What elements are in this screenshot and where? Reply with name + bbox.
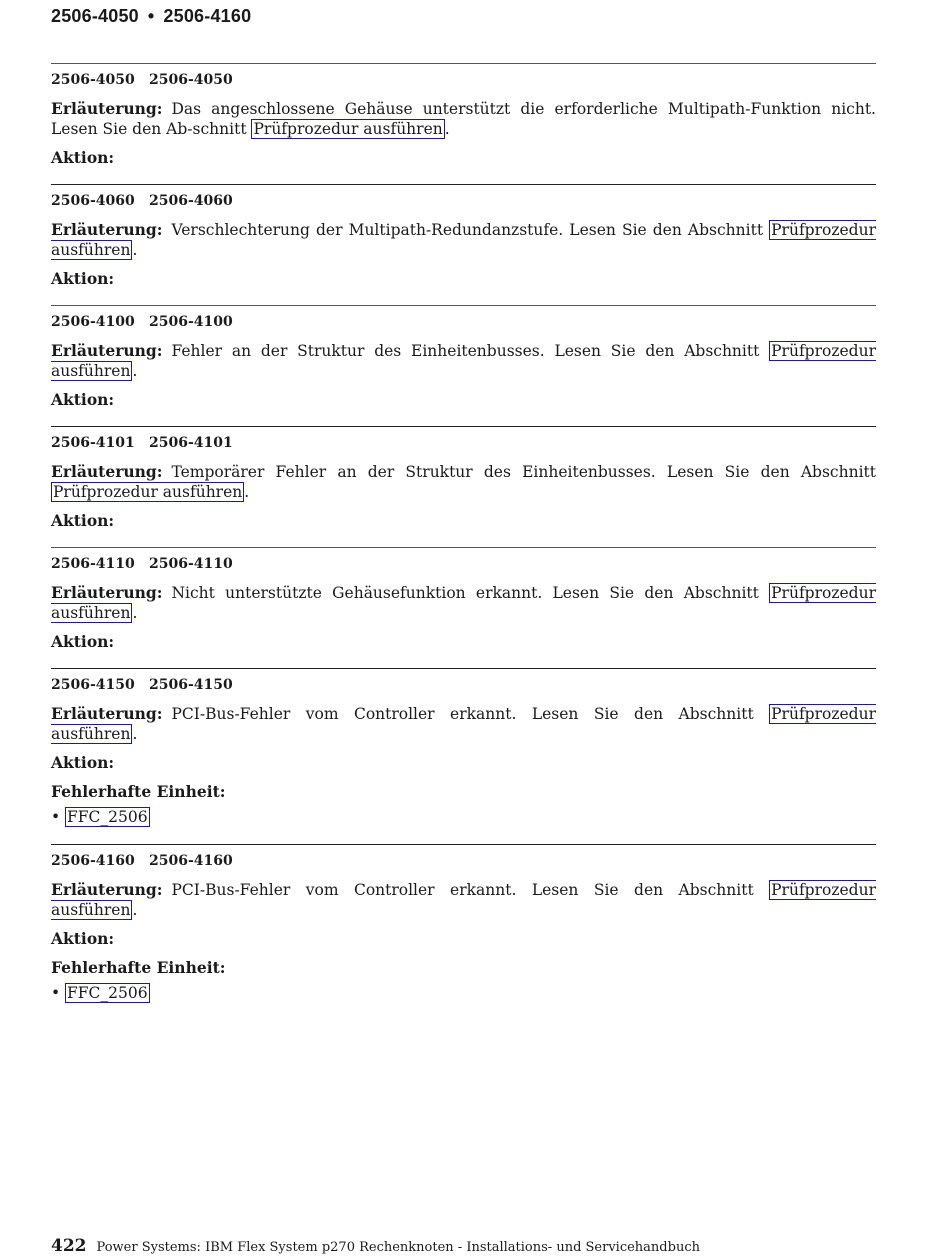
pruefprozedur-link[interactable]: Prüfprozedur ausführen xyxy=(51,342,876,380)
explanation-text: PCI-Bus-Fehler vom Controller erkannt. Lesen Sie den Abschnitt xyxy=(171,881,770,899)
action-label: Aktion: xyxy=(51,269,115,288)
action-label: Aktion: xyxy=(51,390,115,409)
explanation-tail: . xyxy=(132,725,138,743)
entry-code: 2506-4100 xyxy=(51,314,135,330)
explanation-text: Fehler an der Struktur des Einheitenbusses. Lesen Sie den Abschnitt xyxy=(171,342,770,360)
explanation-text: Das angeschlossene Gehäuse unterstützt die erforderliche Multipath-Funktion nicht. Lesen Sie den Ab-schnitt xyxy=(51,100,876,138)
pruefprozedur-link[interactable]: Prüfprozedur ausführen xyxy=(51,881,876,919)
entry-code-secondary: 2506-4060 xyxy=(149,193,233,209)
entry-explanation xyxy=(51,462,876,502)
explanation-tail: . xyxy=(132,901,138,919)
entry-2506-4050 xyxy=(51,63,876,168)
entry-code-secondary: 2506-4050 xyxy=(149,72,233,88)
entry-2506-4060 xyxy=(51,184,876,289)
explanation-label: Erläuterung: xyxy=(51,341,163,360)
pruefprozedur-link[interactable]: Prüfprozedur ausführen xyxy=(53,483,243,501)
entry-code-secondary: 2506-4150 xyxy=(149,677,233,693)
action-label: Aktion: xyxy=(51,929,115,948)
pruefprozedur-link[interactable]: Prüfprozedur ausführen xyxy=(51,705,876,743)
action-label: Aktion: xyxy=(51,511,115,530)
faulty-unit-item xyxy=(51,982,876,1004)
explanation-text: Temporärer Fehler an der Struktur des Einheitenbusses. Lesen Sie den Abschnitt xyxy=(171,463,876,481)
entry-code: 2506-4060 xyxy=(51,193,135,209)
entry-codes xyxy=(51,434,876,452)
header-code-end: 2506-4160 xyxy=(163,6,252,26)
ffc-link[interactable]: FFC_2506 xyxy=(67,984,148,1002)
entry-explanation xyxy=(51,341,876,381)
entry-code-secondary: 2506-4100 xyxy=(149,314,233,330)
book-title: Power Systems: IBM Flex System p270 Rechenknoten - Installations- und Servicehandbuch xyxy=(96,1240,700,1255)
entry-2506-4100 xyxy=(51,305,876,410)
pruefprozedur-link[interactable]: Prüfprozedur ausführen xyxy=(51,221,876,259)
explanation-tail: . xyxy=(244,483,250,501)
header-code-start: 2506-4050 xyxy=(51,6,139,26)
entry-explanation xyxy=(51,704,876,744)
pruefprozedur-link[interactable]: Prüfprozedur ausführen xyxy=(51,584,876,622)
entry-explanation xyxy=(51,99,876,139)
action-label: Aktion: xyxy=(51,632,115,651)
page-header xyxy=(51,6,251,27)
action-label: Aktion: xyxy=(51,753,115,772)
explanation-label: Erläuterung: xyxy=(51,704,163,723)
entry-codes xyxy=(51,852,876,870)
entry-2506-4160 xyxy=(51,844,876,1004)
bullet-dot: • xyxy=(51,984,61,1002)
entry-code: 2506-4110 xyxy=(51,556,135,572)
explanation-label: Erläuterung: xyxy=(51,220,163,239)
ffc-link[interactable]: FFC_2506 xyxy=(67,808,148,826)
entry-list xyxy=(51,63,876,1004)
explanation-tail: . xyxy=(132,604,138,622)
entry-codes xyxy=(51,676,876,694)
faulty-unit-label: Fehlerhafte Einheit: xyxy=(51,958,226,977)
explanation-text: Nicht unterstützte Gehäusefunktion erkannt. Lesen Sie den Abschnitt xyxy=(171,584,770,602)
entry-codes xyxy=(51,192,876,210)
entry-explanation xyxy=(51,220,876,260)
explanation-label: Erläuterung: xyxy=(51,880,163,899)
explanation-label: Erläuterung: xyxy=(51,99,163,118)
entry-explanation xyxy=(51,880,876,920)
page-footer xyxy=(51,1236,700,1256)
explanation-tail: . xyxy=(132,241,138,259)
header-separator: • xyxy=(147,6,155,26)
entry-2506-4110 xyxy=(51,547,876,652)
entry-explanation xyxy=(51,583,876,623)
entry-codes xyxy=(51,71,876,89)
explanation-text: PCI-Bus-Fehler vom Controller erkannt. Lesen Sie den Abschnitt xyxy=(171,705,770,723)
explanation-label: Erläuterung: xyxy=(51,583,163,602)
explanation-tail: . xyxy=(132,362,138,380)
explanation-tail: . xyxy=(444,120,450,138)
explanation-label: Erläuterung: xyxy=(51,462,163,481)
entry-code-secondary: 2506-4101 xyxy=(149,435,233,451)
explanation-text: Verschlechterung der Multipath-Redundanzstufe. Lesen Sie den Abschnitt xyxy=(171,221,770,239)
faulty-unit-item xyxy=(51,806,876,828)
entry-codes xyxy=(51,313,876,331)
entry-code: 2506-4050 xyxy=(51,72,135,88)
entry-code: 2506-4160 xyxy=(51,853,135,869)
entry-code: 2506-4101 xyxy=(51,435,135,451)
action-label: Aktion: xyxy=(51,148,115,167)
entry-code-secondary: 2506-4110 xyxy=(149,556,233,572)
entry-2506-4101 xyxy=(51,426,876,531)
bullet-dot: • xyxy=(51,808,61,826)
entry-codes xyxy=(51,555,876,573)
entry-2506-4150 xyxy=(51,668,876,828)
entry-code: 2506-4150 xyxy=(51,677,135,693)
faulty-unit-label: Fehlerhafte Einheit: xyxy=(51,782,226,801)
page-number: 422 xyxy=(51,1236,87,1256)
pruefprozedur-link[interactable]: Prüfprozedur ausführen xyxy=(253,120,443,138)
entry-code-secondary: 2506-4160 xyxy=(149,853,233,869)
